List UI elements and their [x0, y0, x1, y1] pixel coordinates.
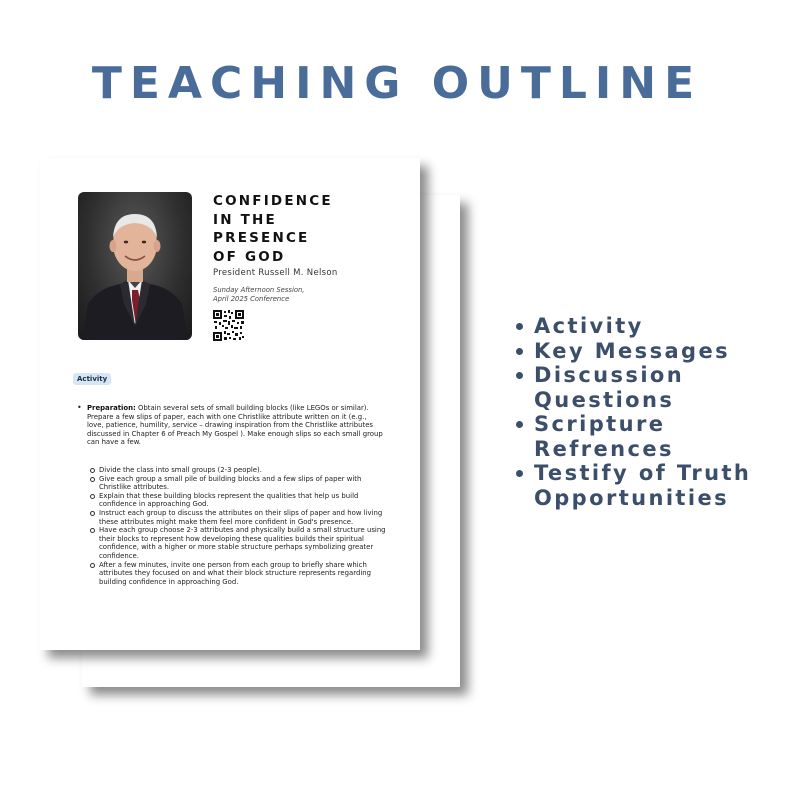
feature-text: Discussion [534, 363, 685, 387]
bullet-icon [516, 348, 523, 355]
list-item: Explain that these building blocks represent the qualities that help us build confidence in approaching God. [99, 492, 387, 509]
feature-item [512, 339, 782, 364]
list-item: Give each group a small pile of building blocks and a few slips of paper with Christlike attributes. [99, 475, 387, 492]
feature-text: Scripture [534, 412, 666, 436]
feature-item [512, 314, 782, 339]
session-info [213, 286, 363, 304]
feature-text: Activity [534, 314, 644, 338]
list-item: Divide the class into small groups (2-3 people). [99, 466, 387, 475]
feature-list [512, 314, 782, 510]
preparation-label: Preparation: [87, 404, 136, 412]
bullet-icon [516, 470, 523, 477]
preparation-paragraph [77, 403, 383, 447]
feature-text: Opportunities [534, 485, 730, 510]
document-title-line: OF GOD [213, 248, 286, 265]
page-title: TEACHING OUTLINE [91, 58, 703, 109]
feature-text: Testify of Truth [534, 461, 752, 485]
outline-page [40, 158, 420, 650]
list-item: Instruct each group to discuss the attributes on their slips of paper and how living these attributes might make them feel more confident in God's presence. [99, 509, 387, 526]
document-title-line: IN THE [213, 211, 277, 228]
bullet-icon [516, 323, 523, 330]
list-item: After a few minutes, invite one person from each group to briefly share which attributes they focused on and what their block structure represents regarding building confidence in approaching God. [99, 561, 387, 587]
section-badge: Activity [73, 373, 111, 385]
feature-item [512, 363, 782, 412]
activity-steps [99, 466, 387, 586]
session-line: April 2025 Conference [213, 295, 290, 303]
list-item: Have each group choose 2-3 attributes and physically build a small structure using their blocks to represent how developing these qualities builds their spiritual confidence, with a higher or more stable structure perhaps symbolizing greater confidence. [99, 526, 386, 560]
document-title [213, 192, 403, 266]
speaker-name: President Russell M. Nelson [213, 268, 338, 278]
speaker-portrait [78, 192, 192, 340]
bullet-icon [516, 372, 523, 379]
preparation-text: Obtain several sets of small building blocks (like LEGOs or similar). Prepare a few slips of paper, each with one Christlike attribute written on it (e.g., love, patience, humility, service – drawing inspiration from the Christlike attributes discussed in Chapter 6 of Preach My Gospel ). Make enough slips so each small group can have a few. [87, 404, 383, 447]
feature-item [512, 412, 782, 461]
feature-text: Key Messages [534, 338, 731, 363]
bullet-icon: • [77, 403, 82, 412]
portrait-illustration [78, 192, 192, 340]
feature-item [512, 461, 782, 510]
bullet-icon [516, 421, 523, 428]
feature-text: Refrences [534, 436, 674, 461]
document-title-line: CONFIDENCE [213, 193, 333, 209]
session-line: Sunday Afternoon Session, [213, 286, 305, 294]
document-title-line: PRESENCE [213, 230, 310, 246]
feature-text: Questions [534, 387, 675, 412]
qr-code [213, 310, 244, 341]
